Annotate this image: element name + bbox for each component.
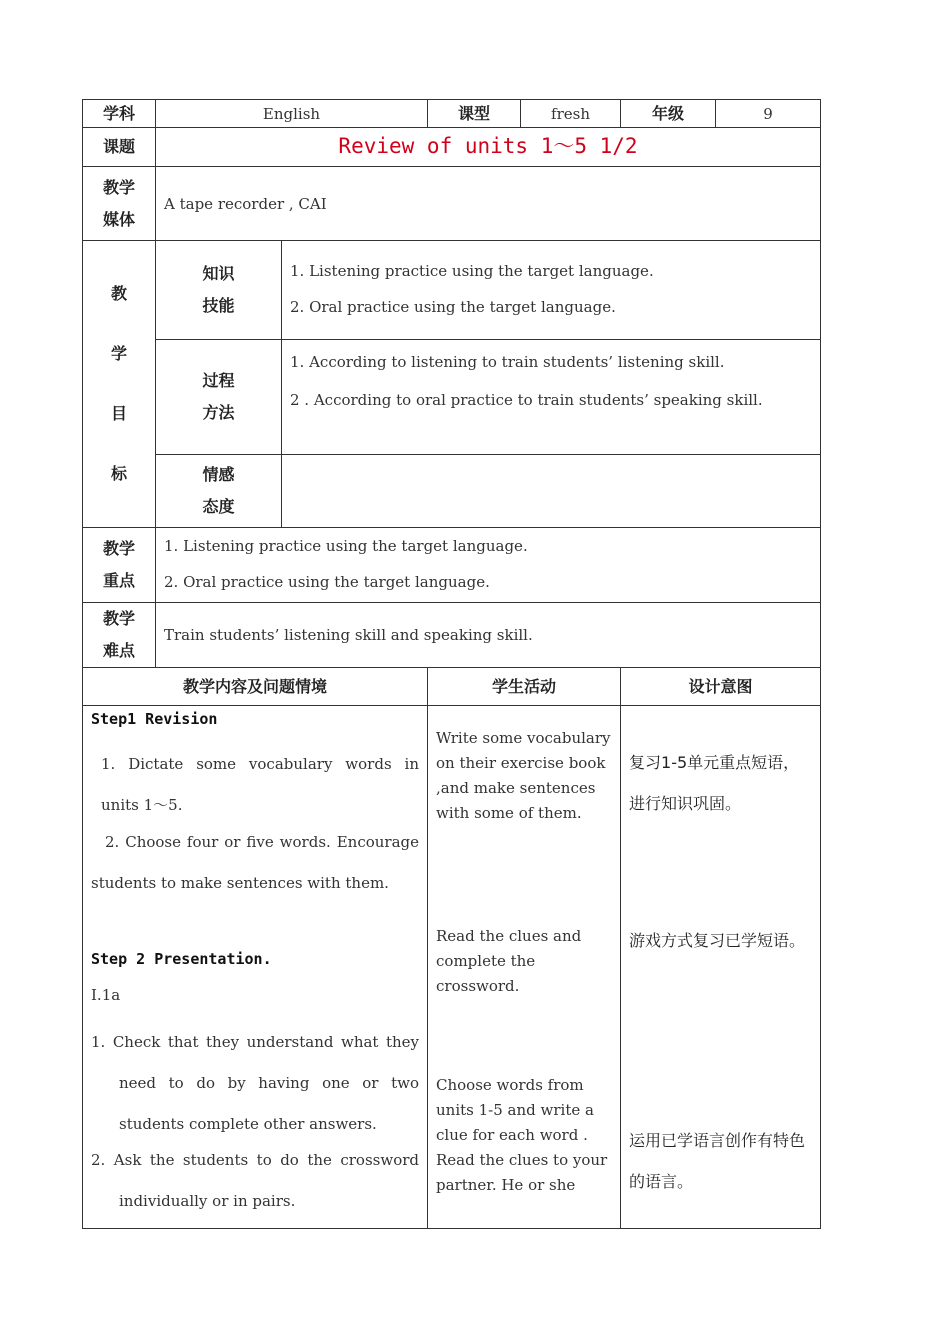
intents-cell [621, 706, 821, 1229]
grade-value: 9 [716, 100, 821, 128]
objectives-label [83, 241, 156, 528]
step2-title: Step 2 Presentation. [91, 950, 272, 968]
step1-title: Step1 Revision [91, 710, 218, 728]
column-intent: 设计意图 [621, 668, 821, 706]
emotion-label-line1: 情感 [202, 465, 235, 484]
knowledge-label-line1: 知识 [202, 264, 235, 283]
column-content: 教学内容及问题情境 [83, 668, 428, 706]
steps-cell [83, 706, 428, 1229]
lesson-plan [82, 99, 820, 1229]
difficulty-label-line2: 难点 [102, 641, 135, 660]
key-point-item: 1. Listening practice using the target language. [164, 537, 528, 555]
knowledge-label [156, 241, 282, 340]
process-label [156, 340, 282, 455]
knowledge-item: 2. Oral practice using the target language. [290, 298, 616, 316]
step1-item1: 1. Dictate some vocabulary words in units 1～5. [101, 755, 420, 814]
objectives-label-char: 标 [110, 464, 127, 483]
difficulty-label [83, 603, 156, 668]
lesson-body-row [83, 706, 821, 1229]
step2-item1: 1. Check that they understand what they need to do by having one or two students complete other answers. [91, 1033, 420, 1133]
objectives-label-char: 学 [110, 344, 127, 363]
key-points-label-line2: 重点 [102, 571, 135, 590]
columns-row [83, 668, 821, 706]
media-row [83, 167, 821, 241]
intent-item: 游戏方式复习已学短语。 [629, 931, 806, 950]
difficulty-row [83, 603, 821, 668]
media-value: A tape recorder , CAI [156, 167, 821, 241]
step2-item2: 2. Ask the students to do the crossword individually or in pairs. [91, 1151, 420, 1210]
column-activity: 学生活动 [428, 668, 621, 706]
step1-item2: 2. Choose four or five words. Encourage students to make sentences with them. [91, 833, 420, 892]
process-item: 2 . According to oral practice to train students’ speaking skill. [290, 391, 763, 409]
knowledge-items [282, 241, 821, 340]
header-row [83, 100, 821, 128]
process-label-line1: 过程 [202, 371, 235, 390]
media-label [83, 167, 156, 241]
difficulty-label-line1: 教学 [102, 609, 135, 628]
subject-label: 学科 [83, 100, 156, 128]
key-points-label-line1: 教学 [102, 539, 135, 558]
process-label-line2: 方法 [202, 403, 235, 422]
knowledge-item: 1. Listening practice using the target language. [290, 262, 654, 280]
key-points-row [83, 528, 821, 603]
topic-row [83, 128, 821, 167]
key-points-items [156, 528, 821, 603]
process-item: 1. According to listening to train students’ listening skill. [290, 353, 725, 371]
media-label-line1: 教学 [102, 177, 135, 197]
activities-cell [428, 706, 621, 1229]
objectives-label-char: 教 [110, 284, 127, 303]
intent-item: 运用已学语言创作有特色的语言。 [629, 1131, 806, 1191]
lesson-plan-table [82, 99, 821, 1229]
difficulty-value: Train students’ listening skill and speaking skill. [156, 603, 821, 668]
emotion-value [282, 455, 821, 528]
topic-label: 课题 [83, 128, 156, 167]
process-items [282, 340, 821, 455]
type-label: 课型 [428, 100, 521, 128]
grade-label: 年级 [621, 100, 716, 128]
objective-knowledge-row [83, 241, 821, 340]
type-value: fresh [521, 100, 621, 128]
subject-value: English [156, 100, 428, 128]
emotion-label [156, 455, 282, 528]
knowledge-label-line2: 技能 [202, 296, 235, 315]
activity-item: Choose words from units 1-5 and write a clue for each word . Read the clues to your partner. He or she [436, 1076, 608, 1194]
key-point-item: 2. Oral practice using the target language. [164, 573, 490, 591]
activity-item: Read the clues and complete the crossword. [436, 927, 582, 995]
objective-emotion-row [83, 455, 821, 528]
activity-item: Write some vocabulary on their exercise book ,and make sentences with some of them. [436, 729, 611, 822]
objective-process-row [83, 340, 821, 455]
objectives-label-char: 目 [110, 404, 127, 423]
topic-title: Review of units 1～5 1/2 [156, 128, 821, 167]
key-points-label [83, 528, 156, 603]
step2-subheading: Ⅰ.1a [91, 986, 121, 1004]
intent-item: 复习1-5单元重点短语，进行知识巩固。 [629, 753, 800, 813]
emotion-label-line2: 态度 [202, 497, 235, 516]
media-label-line2: 媒体 [102, 209, 135, 229]
